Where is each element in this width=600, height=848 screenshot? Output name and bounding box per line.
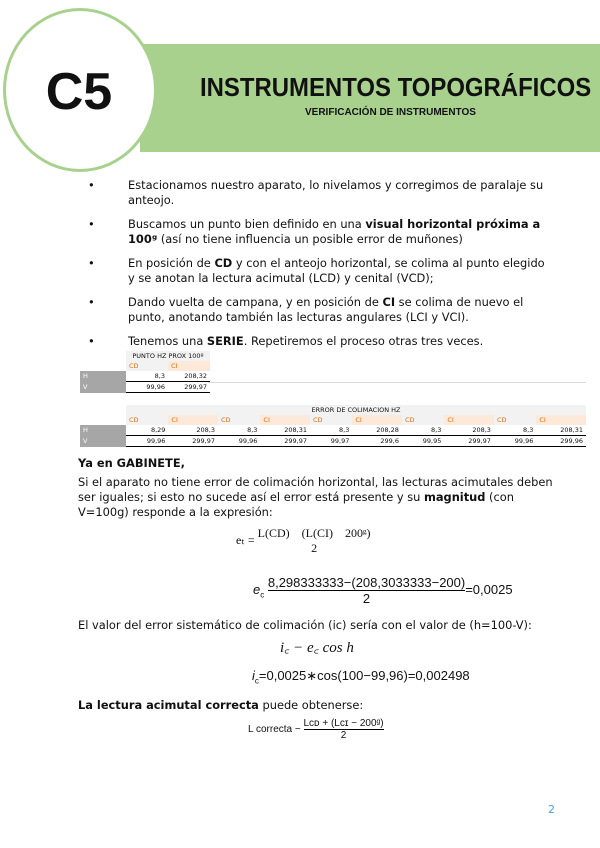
- text: puede obtenerse:: [258, 698, 364, 712]
- column-header: CD: [218, 415, 260, 425]
- formula-lhs: i: [252, 668, 255, 683]
- text-bold: magnitud: [423, 490, 486, 504]
- table-row: [80, 371, 210, 382]
- row-label: V: [80, 436, 126, 447]
- text-bold: La lectura acimutal correcta: [78, 698, 259, 712]
- formula-result: =0,0025∗cos(100−99,96)=0,002498: [258, 668, 470, 683]
- page-title: INSTRUMENTOS TOPOGRÁFICOS: [200, 72, 592, 102]
- text: Tenemos una: [128, 334, 207, 348]
- column-header: CI: [444, 415, 494, 425]
- formula-denominator: 2: [340, 730, 347, 741]
- table-spacer: [80, 351, 126, 361]
- page-subtitle: VERIFICACIÓN DE INSTRUMENTOS: [305, 107, 476, 118]
- column-header: CI: [260, 415, 310, 425]
- text-bold: SERIE: [206, 334, 244, 348]
- table-cell: 208,32: [184, 372, 207, 380]
- formula-numerator: 8,298333333−(208,3033333−200): [267, 575, 466, 590]
- table-cell: 208,31: [284, 426, 307, 434]
- table-cell: 8,3: [154, 372, 165, 380]
- table-spacer: [80, 361, 126, 371]
- text: Buscamos un punto bien definido en una: [128, 217, 366, 231]
- text: (con V=100g) responde a la expresión:: [78, 490, 514, 519]
- table-cell: 99,97: [310, 436, 352, 447]
- column-header: CD: [126, 415, 168, 425]
- text: En posición de: [128, 256, 215, 270]
- table-cell: 99,96: [218, 436, 260, 447]
- steps-list: [88, 178, 548, 358]
- paragraph-gabinete: [78, 475, 558, 520]
- formula-lhs: e: [253, 581, 261, 597]
- list-item: [88, 217, 548, 247]
- table-caption: PUNTO HZ PROX 100º: [126, 351, 210, 361]
- column-header: CI: [352, 415, 402, 425]
- text: . Repetiremos el proceso otras tres veces.: [243, 334, 484, 348]
- table-cell: 299,6: [352, 436, 402, 447]
- column-header: CI: [168, 415, 218, 425]
- list-item: [88, 256, 548, 286]
- list-item: [88, 295, 548, 325]
- table-cell: 99,96: [494, 436, 536, 447]
- formula-ic: i꜀ − e꜀ cos h: [280, 640, 354, 656]
- formula-denominator: 2: [311, 541, 318, 555]
- row-label: V: [80, 382, 126, 393]
- section-heading: Ya en GABINETE,: [78, 456, 185, 470]
- formula-lhs: L correcta −: [248, 724, 301, 736]
- divider: [208, 382, 586, 383]
- table-cell: 8,29: [150, 426, 166, 434]
- paragraph-lectura: [78, 698, 363, 713]
- text: Si el aparato no tiene error de colimación horizontal, las lecturas acimutales deben ser iguales; si esto no sucede así el error está presente y su: [78, 475, 553, 504]
- table-row: [80, 382, 210, 393]
- text: Dando vuelta de campana, y en posición de: [128, 295, 383, 309]
- formula-denominator: 2: [362, 591, 371, 606]
- table-cell: 99,95: [402, 436, 444, 447]
- table-cell: 99,96: [126, 436, 168, 447]
- table-error-colimacion: [80, 405, 586, 447]
- column-header: CI: [536, 415, 586, 425]
- formula-lhs: eₜ =: [236, 532, 255, 547]
- text: y con el anteojo horizontal, se colima al punto elegido y se anotan la lectura acimutal (LCD) y cenital (VCD);: [128, 256, 545, 285]
- chapter-number: C5: [45, 63, 113, 121]
- formula-ic-value: [252, 668, 470, 686]
- table-cell: 8,3: [431, 426, 442, 434]
- formula-sub: c: [260, 590, 265, 600]
- table-spacer: [80, 415, 126, 425]
- formula-lectura-correcta: [248, 718, 384, 741]
- formula-ec: [236, 526, 371, 556]
- formula-numerator: Lᴄᴅ + (Lᴄɪ − 200ᵍ): [303, 718, 384, 729]
- row-label: H: [80, 371, 126, 382]
- formula-sub: c: [254, 676, 259, 686]
- table-cell: 8,3: [339, 426, 350, 434]
- table-cell: 8,3: [247, 426, 258, 434]
- list-item: [88, 178, 548, 208]
- table-cell: 8,3: [523, 426, 534, 434]
- text-bold: CI: [382, 295, 396, 309]
- column-header: CD: [126, 361, 168, 371]
- table-cell: 208,3: [196, 426, 215, 434]
- text: se colima de nuevo el punto, anotando también las lecturas angulares (LCI y VCI).: [128, 295, 524, 324]
- table-cell: 208,28: [376, 426, 399, 434]
- formula-numerator: L(CD) (L(CI) 200ᵍ): [257, 526, 371, 540]
- table-cell: 299,96: [536, 436, 586, 447]
- table-row: [80, 425, 586, 436]
- table-punto-hz: [80, 351, 210, 393]
- table-cell: 299,97: [168, 436, 218, 447]
- table-cell: 299,97: [168, 382, 210, 393]
- page-number: 2: [548, 803, 555, 816]
- text-bold: visual horizontal próxima a 100ᵍ: [128, 217, 541, 246]
- table-cell: 299,97: [260, 436, 310, 447]
- column-header: CD: [402, 415, 444, 425]
- list-item: [88, 334, 548, 349]
- column-header: CD: [494, 415, 536, 425]
- row-label: H: [80, 425, 126, 436]
- table-cell: 208,3: [472, 426, 491, 434]
- text: Estacionamos nuestro aparato, lo nivelamos y corregimos de paralaje su anteojo.: [128, 178, 544, 207]
- text-bold: CD: [214, 256, 233, 270]
- column-header: CI: [168, 361, 210, 371]
- table-cell: 299,97: [444, 436, 494, 447]
- paragraph-ic: El valor del error sistemático de colimación (ic) sería con el valor de (h=100-V):: [78, 618, 532, 632]
- text: (así no tiene influencia un posible error de muñones): [157, 232, 463, 246]
- table-row: [80, 436, 586, 447]
- column-header: CD: [310, 415, 352, 425]
- table-spacer: [80, 405, 126, 415]
- table-caption: ERROR DE COLIMACION HZ: [126, 405, 586, 415]
- table-cell: 99,96: [126, 382, 168, 393]
- formula-result: =0,0025: [465, 581, 513, 597]
- formula-ec-value: [253, 575, 513, 606]
- table-cell: 208,31: [560, 426, 583, 434]
